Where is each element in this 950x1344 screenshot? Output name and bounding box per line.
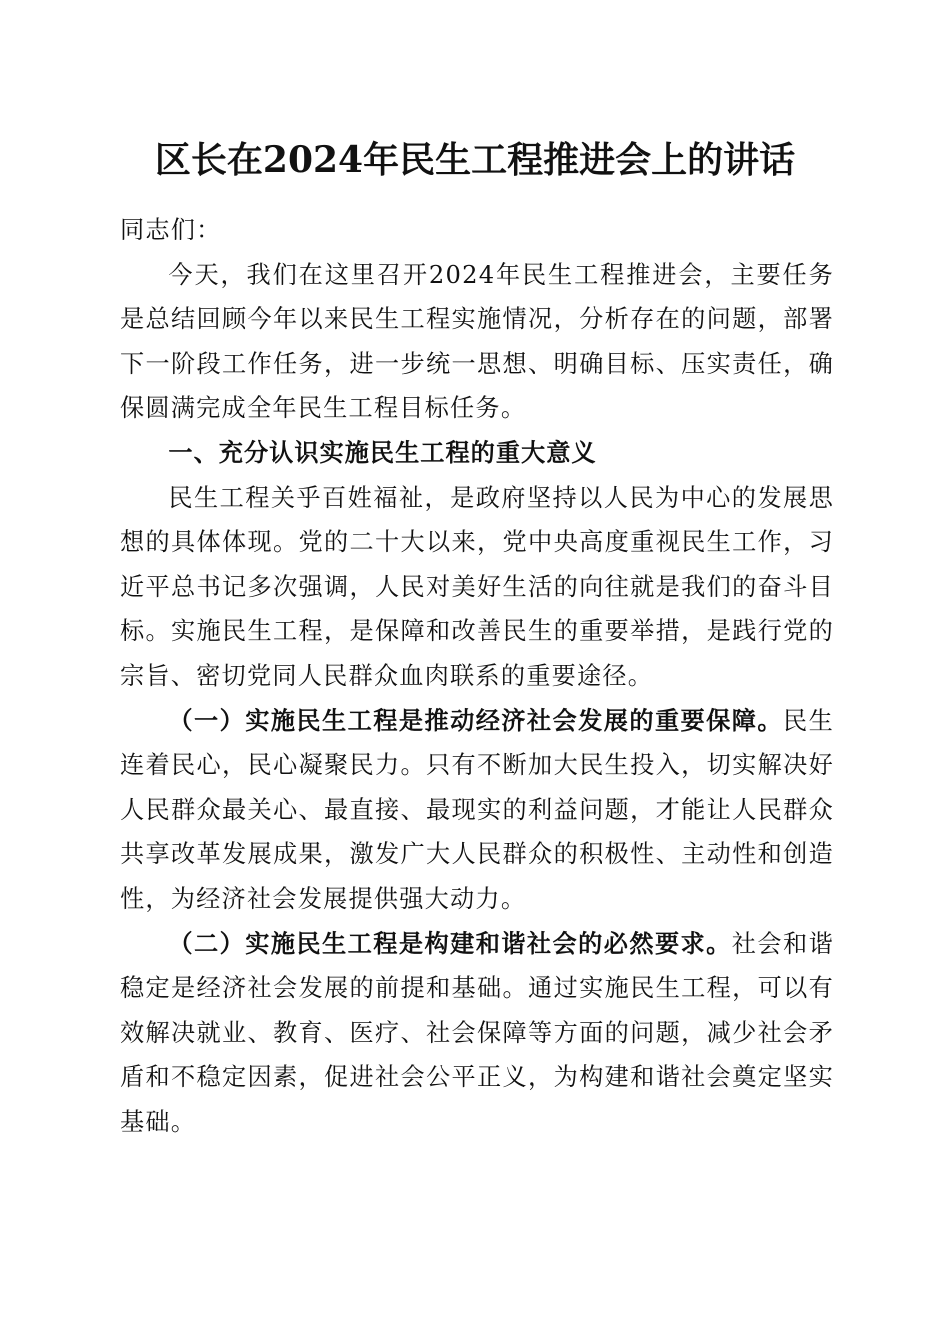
document-body [120, 208, 834, 1144]
intro-paragraph: 今天，我们在这里召开2024年民生工程推进会，主要任务是总结回顾今年以来民生工程实施情况，分析存在的问题，部署下一阶段工作任务，进一步统一思想、明确目标、压实责任，确保圆满完成全年民生工程目标任务。 [120, 260, 834, 423]
document-title: 区长在2024年民生工程推进会上的讲话 [154, 139, 796, 181]
point-2-body: 社会和谐稳定是经济社会发展的前提和基础。通过实施民生工程，可以有效解决就业、教育、医疗、社会保障等方面的问题，减少社会矛盾和不稳定因素，促进社会公平正义，为构建和谐社会奠定坚实基础。 [120, 929, 834, 1136]
section-1-heading: 一、充分认识实施民生工程的重大意义 [168, 438, 597, 467]
point-2-lead: （二）实施民生工程是构建和谐社会的必然要求。 [168, 928, 732, 958]
point-1-paragraph [120, 699, 834, 922]
point-1-lead: （一）实施民生工程是推动经济社会发展的重要保障。 [168, 705, 783, 735]
greeting: 同志们： [120, 216, 222, 244]
point-1-body: 民生连着民心，民心凝聚民力。只有不断加大民生投入，切实解决好人民群众最关心、最直接、最现实的利益问题，才能让人民群众共享改革发展成果，激发广大人民群众的积极性、主动性和创造性，为经济社会发展提供强大动力。 [120, 706, 834, 913]
point-2-paragraph [120, 922, 834, 1145]
section-1-paragraph: 民生工程关乎百姓福祉，是政府坚持以人民为中心的发展思想的具体体现。党的二十大以来，党中央高度重视民生工作，习近平总书记多次强调，人民对美好生活的向往就是我们的奋斗目标。实施民生工程，是保障和改善民生的重要举措，是践行党的宗旨、密切党同人民群众血肉联系的重要途径。 [120, 483, 834, 690]
